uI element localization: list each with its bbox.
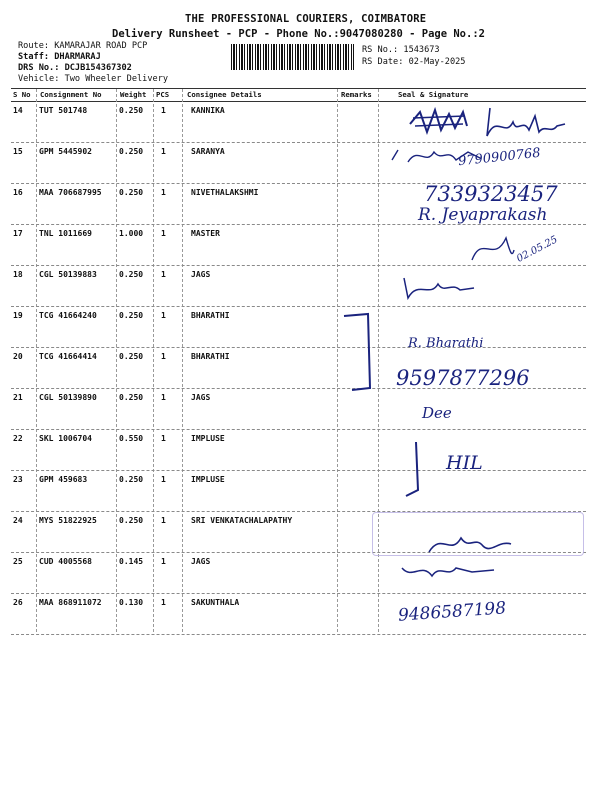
row-consignee: IMPLUSE	[191, 475, 225, 484]
row-consignee: SRI VENKATACHALAPATHY	[191, 516, 293, 525]
row-consignee: JAGS	[191, 393, 211, 402]
row-consignment: TCG 41664240	[39, 311, 97, 320]
row-consignment: GPM 459683	[39, 475, 88, 484]
table-row	[11, 552, 586, 594]
row-consignment: MAA 706687995	[39, 188, 102, 197]
row-consignment: TCG 41664414	[39, 352, 97, 361]
row-consignee: BHARATHI	[191, 311, 230, 320]
signature-scribble	[398, 272, 478, 302]
row-pcs: 1	[161, 270, 166, 279]
row-consignee: IMPLUSE	[191, 434, 225, 443]
col-header-consignment: Consignment No	[40, 90, 102, 99]
row-consignment: MYS 51822925	[39, 516, 97, 525]
row-consignee: BHARATHI	[191, 352, 230, 361]
row-sno: 14	[13, 106, 23, 115]
bracket-mark	[402, 440, 432, 500]
row-pcs: 1	[161, 352, 166, 361]
row-sno: 19	[13, 311, 23, 320]
row-consignment: CGL 50139890	[39, 393, 97, 402]
row-sno: 24	[13, 516, 23, 525]
runsheet-title: Delivery Runsheet - PCP - Phone No.:9047080280 - Page No.:2	[112, 28, 485, 40]
col-header-pcs: PCS	[156, 90, 170, 99]
handwritten-note: HIL	[446, 452, 483, 474]
row-consignment: SKL 1006704	[39, 434, 92, 443]
row-pcs: 1	[161, 106, 166, 115]
row-weight: 0.145	[119, 557, 144, 566]
row-pcs: 1	[161, 229, 166, 238]
row-consignee: SARANYA	[191, 147, 225, 156]
row-weight: 0.250	[119, 516, 144, 525]
staff-label: Staff: DHARMARAJ	[18, 52, 101, 62]
signature-scribble	[398, 558, 498, 584]
row-pcs: 1	[161, 557, 166, 566]
col-header-consignee: Consignee Details	[187, 90, 262, 99]
row-sno: 17	[13, 229, 23, 238]
row-pcs: 1	[161, 147, 166, 156]
row-sno: 20	[13, 352, 23, 361]
handwritten-name: R. Bharathi	[408, 336, 484, 351]
rs-date: RS Date: 02-May-2025	[362, 57, 466, 67]
handwritten-phone: 9597877296	[396, 366, 530, 390]
table-row	[11, 306, 586, 348]
col-header-sno: S No	[13, 90, 31, 99]
row-consignee: NIVETHALAKSHMI	[191, 188, 259, 197]
row-weight: 1.000	[119, 229, 144, 238]
row-consignment: TUT 501748	[39, 106, 88, 115]
row-consignee: KANNIKA	[191, 106, 225, 115]
row-pcs: 1	[161, 516, 166, 525]
row-sno: 18	[13, 270, 23, 279]
row-weight: 0.250	[119, 475, 144, 484]
handwritten-phone: 9790900768	[457, 145, 542, 170]
row-pcs: 1	[161, 598, 166, 607]
drs-number: DRS No.: DCJB154367302	[18, 63, 132, 73]
row-weight: 0.250	[119, 311, 144, 320]
row-pcs: 1	[161, 475, 166, 484]
row-sno: 26	[13, 598, 23, 607]
row-consignee: JAGS	[191, 270, 211, 279]
header-top-rule	[11, 88, 586, 89]
row-consignment: GPM 5445902	[39, 147, 92, 156]
table-row	[11, 429, 586, 471]
row-weight: 0.130	[119, 598, 144, 607]
row-weight: 0.250	[119, 188, 144, 197]
table-row	[11, 470, 586, 512]
signature-scribble	[425, 530, 515, 558]
row-consignment: CUD 4005568	[39, 557, 92, 566]
bracket-mark	[340, 312, 380, 392]
signature-scribble	[405, 104, 585, 146]
row-pcs: 1	[161, 311, 166, 320]
handwritten-initials: Dee	[422, 404, 452, 422]
row-weight: 0.250	[119, 147, 144, 156]
rs-number: RS No.: 1543673	[362, 45, 440, 55]
handwritten-name: R. Jeyaprakash	[418, 205, 548, 225]
handwritten-date: 02.05.25	[515, 234, 560, 265]
row-pcs: 1	[161, 434, 166, 443]
row-pcs: 1	[161, 188, 166, 197]
row-sno: 21	[13, 393, 23, 402]
vehicle-label: Vehicle: Two Wheeler Delivery	[18, 74, 169, 84]
row-weight: 0.250	[119, 106, 144, 115]
table-row	[11, 265, 586, 307]
row-consignment: CGL 50139883	[39, 270, 97, 279]
col-header-remarks: Remarks	[341, 90, 372, 99]
row-weight: 0.550	[119, 434, 144, 443]
row-sno: 16	[13, 188, 23, 197]
row-sno: 25	[13, 557, 23, 566]
row-sno: 23	[13, 475, 23, 484]
row-weight: 0.250	[119, 270, 144, 279]
barcode	[231, 44, 354, 70]
row-consignee: JAGS	[191, 557, 211, 566]
row-weight: 0.250	[119, 393, 144, 402]
col-header-weight: Weight	[120, 90, 147, 99]
row-weight: 0.250	[119, 352, 144, 361]
row-sno: 15	[13, 147, 23, 156]
row-consignment: MAA 868911072	[39, 598, 102, 607]
table-row	[11, 388, 586, 430]
handwritten-phone: 9486587198	[397, 598, 507, 626]
handwritten-phone: 7339323457	[424, 182, 558, 206]
company-title: THE PROFESSIONAL COURIERS, COIMBATORE	[185, 13, 427, 25]
signature-scribble	[468, 230, 516, 268]
row-consignee: SAKUNTHALA	[191, 598, 240, 607]
row-pcs: 1	[161, 393, 166, 402]
row-consignment: TNL 1011669	[39, 229, 92, 238]
col-header-seal: Seal & Signature	[398, 90, 469, 99]
route-label: Route: KAMARAJAR ROAD PCP	[18, 41, 148, 51]
row-sno: 22	[13, 434, 23, 443]
row-consignee: MASTER	[191, 229, 220, 238]
